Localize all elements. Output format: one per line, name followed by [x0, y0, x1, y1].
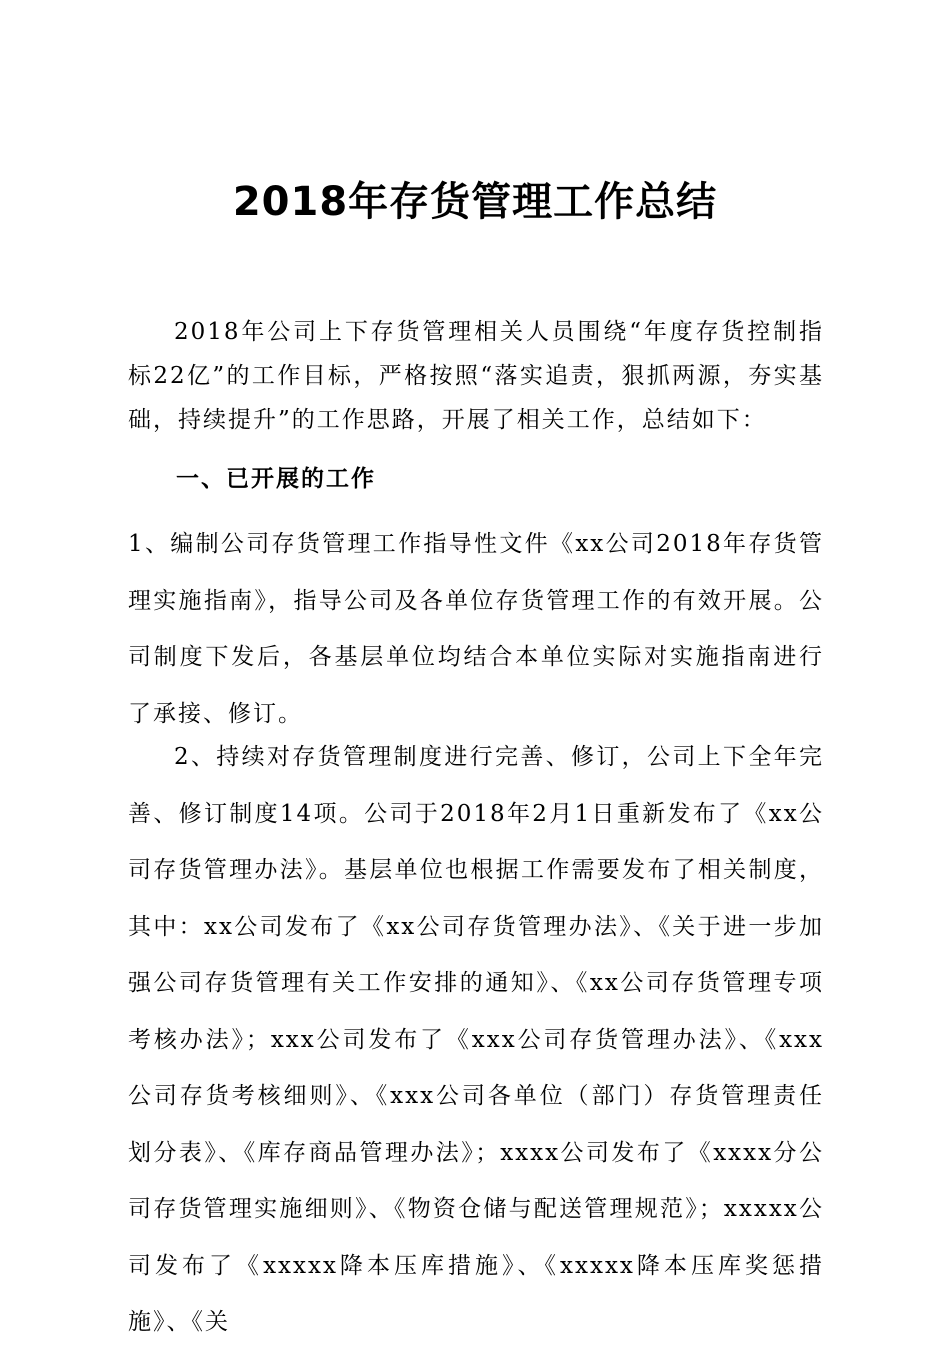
paragraph-1: 1、编制公司存货管理工作指导性文件《xx公司2018年存货管理实施指南》，指导公司及各单位存货管理工作的有效开展。公司制度下发后，各基层单位均结合本单位实际对实施指南进行了承接、修订。	[128, 531, 824, 727]
intro-paragraph: 2018年公司上下存货管理相关人员围绕“年度存货控制指标22亿”的工作目标，严格按照“落实追责，狠抓两源，夯实基础，持续提升”的工作思路，开展了相关工作，总结如下：	[128, 319, 824, 433]
section-heading: 一、已开展的工作	[176, 466, 376, 492]
document-title: 2018年存货管理工作总结	[232, 179, 718, 225]
paragraph-2: 2、持续对存货管理制度进行完善、修订，公司上下全年完善、修订制度14项。公司于2018年2月1日重新发布了《xx公司存货管理办法》。基层单位也根据工作需要发布了相关制度，其中：xx公司发布了《xx公司存货管理办法》、《关于进一步加强公司存货管理有关工作安排的通知》、《xx公司存货管理专项考核办法》；xxx公司发布了《xxx公司存货管理办法》、《xxx公司存货考核细则》、《xxx公司各单位（部门）存货管理责任划分表》、《库存商品管理办法》；xxxx公司发布了《xxxx分公司存货管理实施细则》、《物资仓储与配送管理规范》；xxxxx公司发布了《xxxxx降本压库措施》、《xxxxx降本压库奖惩措施》、《关	[128, 744, 824, 1335]
